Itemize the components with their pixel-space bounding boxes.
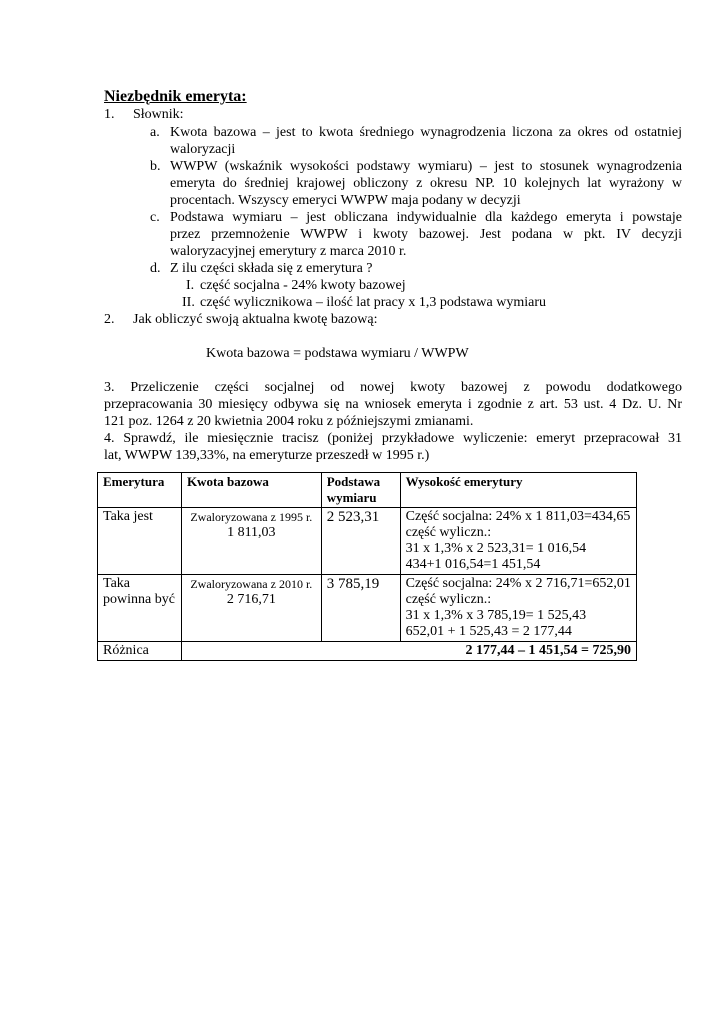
table-header-cell: Wysokość emerytury: [400, 473, 636, 508]
diff-value: 2 177,44 – 1 451,54 = 725,90: [181, 642, 636, 661]
item-b-line: procentach. Wszyscy emeryci WWPW maja podany w decyzji: [170, 193, 521, 208]
item-c-line: waloryzacyjnej emerytury z marca 2010 r.: [170, 244, 407, 259]
subitem-roman: I.: [186, 278, 195, 293]
section3-line: 3. Przeliczenie części socjalnej od nowej kwoty bazowej z powodu dodatkowego: [104, 380, 682, 395]
calc-line: część wyliczn.:: [405, 525, 492, 540]
item-a-line: Kwota bazowa – jest to kwota średniego wynagrodzenia liczona za okres od ostatniej: [170, 125, 682, 140]
item-c-letter: c.: [150, 210, 160, 225]
section4-line: 4. Sprawdź, ile miesięcznie tracisz (poniżej przykładowe wyliczenie: emeryt przepracował 31: [104, 431, 682, 446]
subitem-text: część wylicznikowa – ilość lat pracy x 1,3 podstawa wymiaru: [200, 295, 547, 310]
calc-line: 434+1 016,54=1 451,54: [405, 557, 541, 572]
calc-line: 31 x 1,3% x 2 523,31= 1 016,54: [405, 541, 587, 556]
base-note: Zwaloryzowana z 1995 r.: [190, 510, 313, 524]
item-a-letter: a.: [150, 125, 160, 140]
podstawa-value: 3 785,19: [321, 575, 400, 642]
section1-number: 1.: [104, 107, 115, 122]
subitem-text: część socjalna - 24% kwoty bazowej: [200, 278, 406, 293]
item-d-line: Z ilu części składa się z emerytura ?: [170, 261, 373, 276]
table-header-row: [98, 473, 637, 508]
section2-number: 2.: [104, 312, 115, 327]
item-d-letter: d.: [150, 261, 161, 276]
diff-label: Różnica: [98, 642, 182, 661]
base-note: Zwaloryzowana z 2010 r.: [190, 577, 313, 591]
item-c-line: Podstawa wymiaru – jest obliczana indywidualnie dla każdego emeryta i powstaje: [170, 210, 682, 225]
table-diff-row: [98, 642, 637, 661]
formula: Kwota bazowa = podstawa wymiaru / WWPW: [206, 346, 469, 361]
item-b-letter: b.: [150, 159, 161, 174]
section2-text: Jak obliczyć swoją aktualna kwotę bazową:: [133, 312, 378, 327]
base-value: 1 811,03: [227, 525, 276, 540]
table-header-cell: Emerytura: [98, 473, 182, 508]
section3-line: przepracowania 30 miesięcy odbywa się na wniosek emeryta i zgodnie z art. 53 ust. 4 Dz. U. Nr: [104, 397, 682, 412]
base-cell: [181, 508, 321, 575]
pension-table: [97, 472, 637, 661]
table-row: [98, 575, 637, 642]
section3-line: 121 poz. 1264 z 20 kwietnia 2004 roku z późniejszymi zmianami.: [104, 414, 474, 429]
base-value: 2 716,71: [226, 592, 276, 607]
item-b-line: emeryta do średniej krajowej obliczony z okresu NP. 10 kolejnych lat wyrażony w: [170, 176, 682, 191]
calc-line: 31 x 1,3% x 3 785,19= 1 525,43: [405, 608, 587, 623]
calc-line: Część socjalna: 24% x 2 716,71=652,01: [405, 576, 631, 591]
podstawa-value: 2 523,31: [321, 508, 400, 575]
subitem-roman: II.: [182, 295, 195, 310]
page-title: Niezbędnik emeryta:: [104, 88, 247, 105]
calc-line: 652,01 + 1 525,43 = 2 177,44: [405, 624, 572, 639]
item-b-line: WWPW (wskaźnik wysokości podstawy wymiaru) – jest to stosunek wynagrodzenia: [170, 159, 682, 174]
table-row: [98, 508, 637, 575]
row-label: Taka jest: [98, 508, 182, 575]
row-label: Taka powinna być: [98, 575, 182, 642]
calc-cell: [400, 508, 636, 575]
table-header-cell: Kwota bazowa: [181, 473, 321, 508]
calc-line: część wyliczn.:: [405, 592, 492, 607]
table-header-cell: Podstawa wymiaru: [321, 473, 400, 508]
section4-line: lat, WWPW 139,33%, na emeryturze przeszedł w 1995 r.): [104, 448, 430, 463]
calc-line: Część socjalna: 24% x 1 811,03=434,65: [405, 509, 631, 524]
calc-cell: [400, 575, 636, 642]
item-c-line: przez przemnożenie WWPW i kwoty bazowej. Jest podana w pkt. IV decyzji: [170, 227, 682, 242]
base-cell: [181, 575, 321, 642]
item-a-line: waloryzacji: [170, 142, 236, 157]
section1-label: Słownik:: [133, 107, 184, 122]
